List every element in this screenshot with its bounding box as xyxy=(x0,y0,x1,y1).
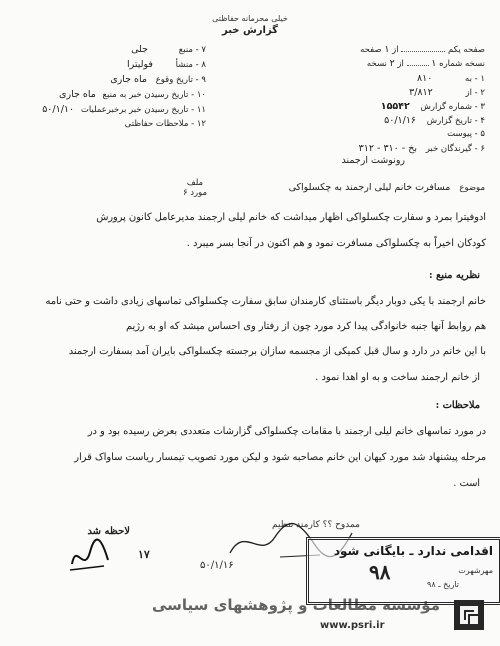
page-label: صفحه یکم xyxy=(448,45,485,55)
institute-watermark: مؤسسه مطالعات و پژوهشهای سیاسی xyxy=(151,596,440,614)
copy-number-line xyxy=(275,58,485,69)
classification-label: خیلی محرمانه حفاظتی xyxy=(212,14,288,23)
page-count-line xyxy=(275,44,485,55)
body-para3-line1: در مورد تماسهای خانم لیلی ارجمند با مقامات چکسلواکی گزارشات متعددی بعرض رسیده بود و در xyxy=(87,426,486,437)
field-report-date xyxy=(330,115,485,126)
ops-received-label: ۱۱ - تاریخ رسیدن خبر برخبرعملیات xyxy=(80,105,206,115)
signature-center-text: ممدوح ؟؟ کارمند تنظیم xyxy=(272,520,360,530)
subject-label: موضوع xyxy=(459,183,485,193)
subject-text: مسافرت خانم لیلی ارجمند به چکسلواکی xyxy=(288,182,451,193)
stamp-line1: اقدامی ندارد ـ بایگانی شود xyxy=(333,544,493,558)
field-source-received xyxy=(36,89,206,100)
field-to-value: ۸۱۰ xyxy=(417,73,433,84)
field-from-label: ۲ - از xyxy=(465,88,485,98)
source-value: جلی xyxy=(131,44,149,55)
field-report-number xyxy=(330,101,485,112)
signature-date: ۵۰/۱/۱۶ xyxy=(200,560,234,571)
stamp-line2: مهرشهرت xyxy=(458,566,493,575)
recipients-value: بخ - ۳۱۰ - ۳۱۲ xyxy=(358,143,418,154)
occurrence-date-value: ماه جاری xyxy=(110,74,147,85)
body-para3-line2: مرحله پیشنهاد شد مورد کیهان این خانم مصاحبه شود و لیکن مورد تصویب تیمسار ریاست ساواک قرار xyxy=(74,452,486,463)
field-source xyxy=(36,44,206,55)
occurrence-date-label: ۹ - تاریخ وقوع xyxy=(155,75,206,85)
report-number-label: ۳ - شماره گزارش xyxy=(420,102,485,112)
origin-label: ۸ - منشأ xyxy=(175,60,206,70)
field-origin xyxy=(36,59,206,70)
field-to-label: ۱ - به xyxy=(465,74,485,84)
report-number-value: ۱۵۵۴۲ xyxy=(380,101,410,112)
page-unit: صفحه xyxy=(360,45,382,55)
field-ops-received xyxy=(36,104,206,115)
copy-of-value: ۲ xyxy=(389,58,395,69)
report-date-label: ۴ - تاریخ گزارش xyxy=(426,116,485,126)
field-recipients xyxy=(250,143,485,154)
source-label: ۷ - منبع xyxy=(178,45,206,55)
document-title: گزارش خبر xyxy=(221,25,278,36)
body-para2-line4: از خانم ارجمند ساخت و به او اهدا نمود . xyxy=(315,372,480,383)
copy-unit: نسخه xyxy=(366,59,387,69)
field-from-value: ۳/۸۱۲ xyxy=(409,87,433,98)
body-para1-line2: کودکان اخیراً به چکسلواکی مسافرت نمود و هم اکنون در آنجا بسر میبرد . xyxy=(186,238,486,249)
stamp-line3: تاریخ ـ ۹۸ xyxy=(427,580,459,589)
stamp-number: ۹۸ xyxy=(369,560,391,584)
origin-value: فولیترا xyxy=(126,59,153,70)
left-signature-scribble xyxy=(64,534,114,578)
recipients-label: ۶ - گیرندگان خبر xyxy=(425,144,485,154)
archive-stamp xyxy=(306,537,500,605)
body-para3-line3: است . xyxy=(453,478,480,489)
body-para2-line2: هم روابط آنها جنبه خانوادگی پیدا کرد مورد چون از رفتار وی احساس میشد که او به رژیم xyxy=(126,321,486,332)
field-from xyxy=(330,87,485,98)
body-para2-line1: خانم ارجمند با یکی دوبار دیگر باستثنای کارمندان سابق سفارت چکسلواکی تماسهای زیادی داشت و حتی نامه xyxy=(45,296,486,307)
copy-of: از xyxy=(397,59,404,69)
seen-note: لاحظه شد xyxy=(87,526,130,537)
report-date-value: ۵۰/۱/۱۶ xyxy=(384,115,417,126)
ops-received-value: ۵۰/۱/۱۰ xyxy=(42,104,75,115)
source-opinion-label: نظریه منبع : xyxy=(429,270,480,281)
page-of-value: ۱ xyxy=(384,44,390,55)
attachment-label: ۵ - پیوست xyxy=(447,129,485,139)
page-of: از xyxy=(392,45,399,55)
margin-note-line1: ملف xyxy=(186,178,204,188)
copy-value: ۱ xyxy=(431,58,437,69)
institute-url: www.psri.ir xyxy=(320,620,385,631)
field-attachment xyxy=(330,129,485,139)
observations-label: ملاحظات : xyxy=(435,400,480,411)
field-occurrence-date xyxy=(36,74,206,85)
source-received-value: ماه جاری xyxy=(59,89,96,100)
margin-note xyxy=(180,178,210,198)
security-notes-label: ۱۲ - ملاحظات حفاظتی xyxy=(124,119,206,129)
institute-logo-icon xyxy=(454,600,484,630)
body-para1-line1: ادوفیترا بمرد و سفارت چکسلواکی اظهار میداشت که خانم لیلی ارجمند مدیرعامل کانون پرورش xyxy=(96,212,486,223)
copy-label: نسخه شماره xyxy=(439,59,485,69)
copy-note: رونوشت ارجمند xyxy=(341,155,405,166)
source-received-label: ۱۰ - تاریخ رسیدن خبر به منبع xyxy=(102,90,206,100)
field-security-notes xyxy=(36,119,206,129)
margin-note-line2: ۶ مورد xyxy=(182,188,208,198)
field-to xyxy=(330,73,485,84)
left-number: ۱۷ xyxy=(138,548,150,561)
body-para2-line3: با این خانم در دارد و سال قبل کمیکی از مجسمه سازان برجسته چکسلواکی بایران آمد بسفارت ارجمند xyxy=(68,346,486,357)
